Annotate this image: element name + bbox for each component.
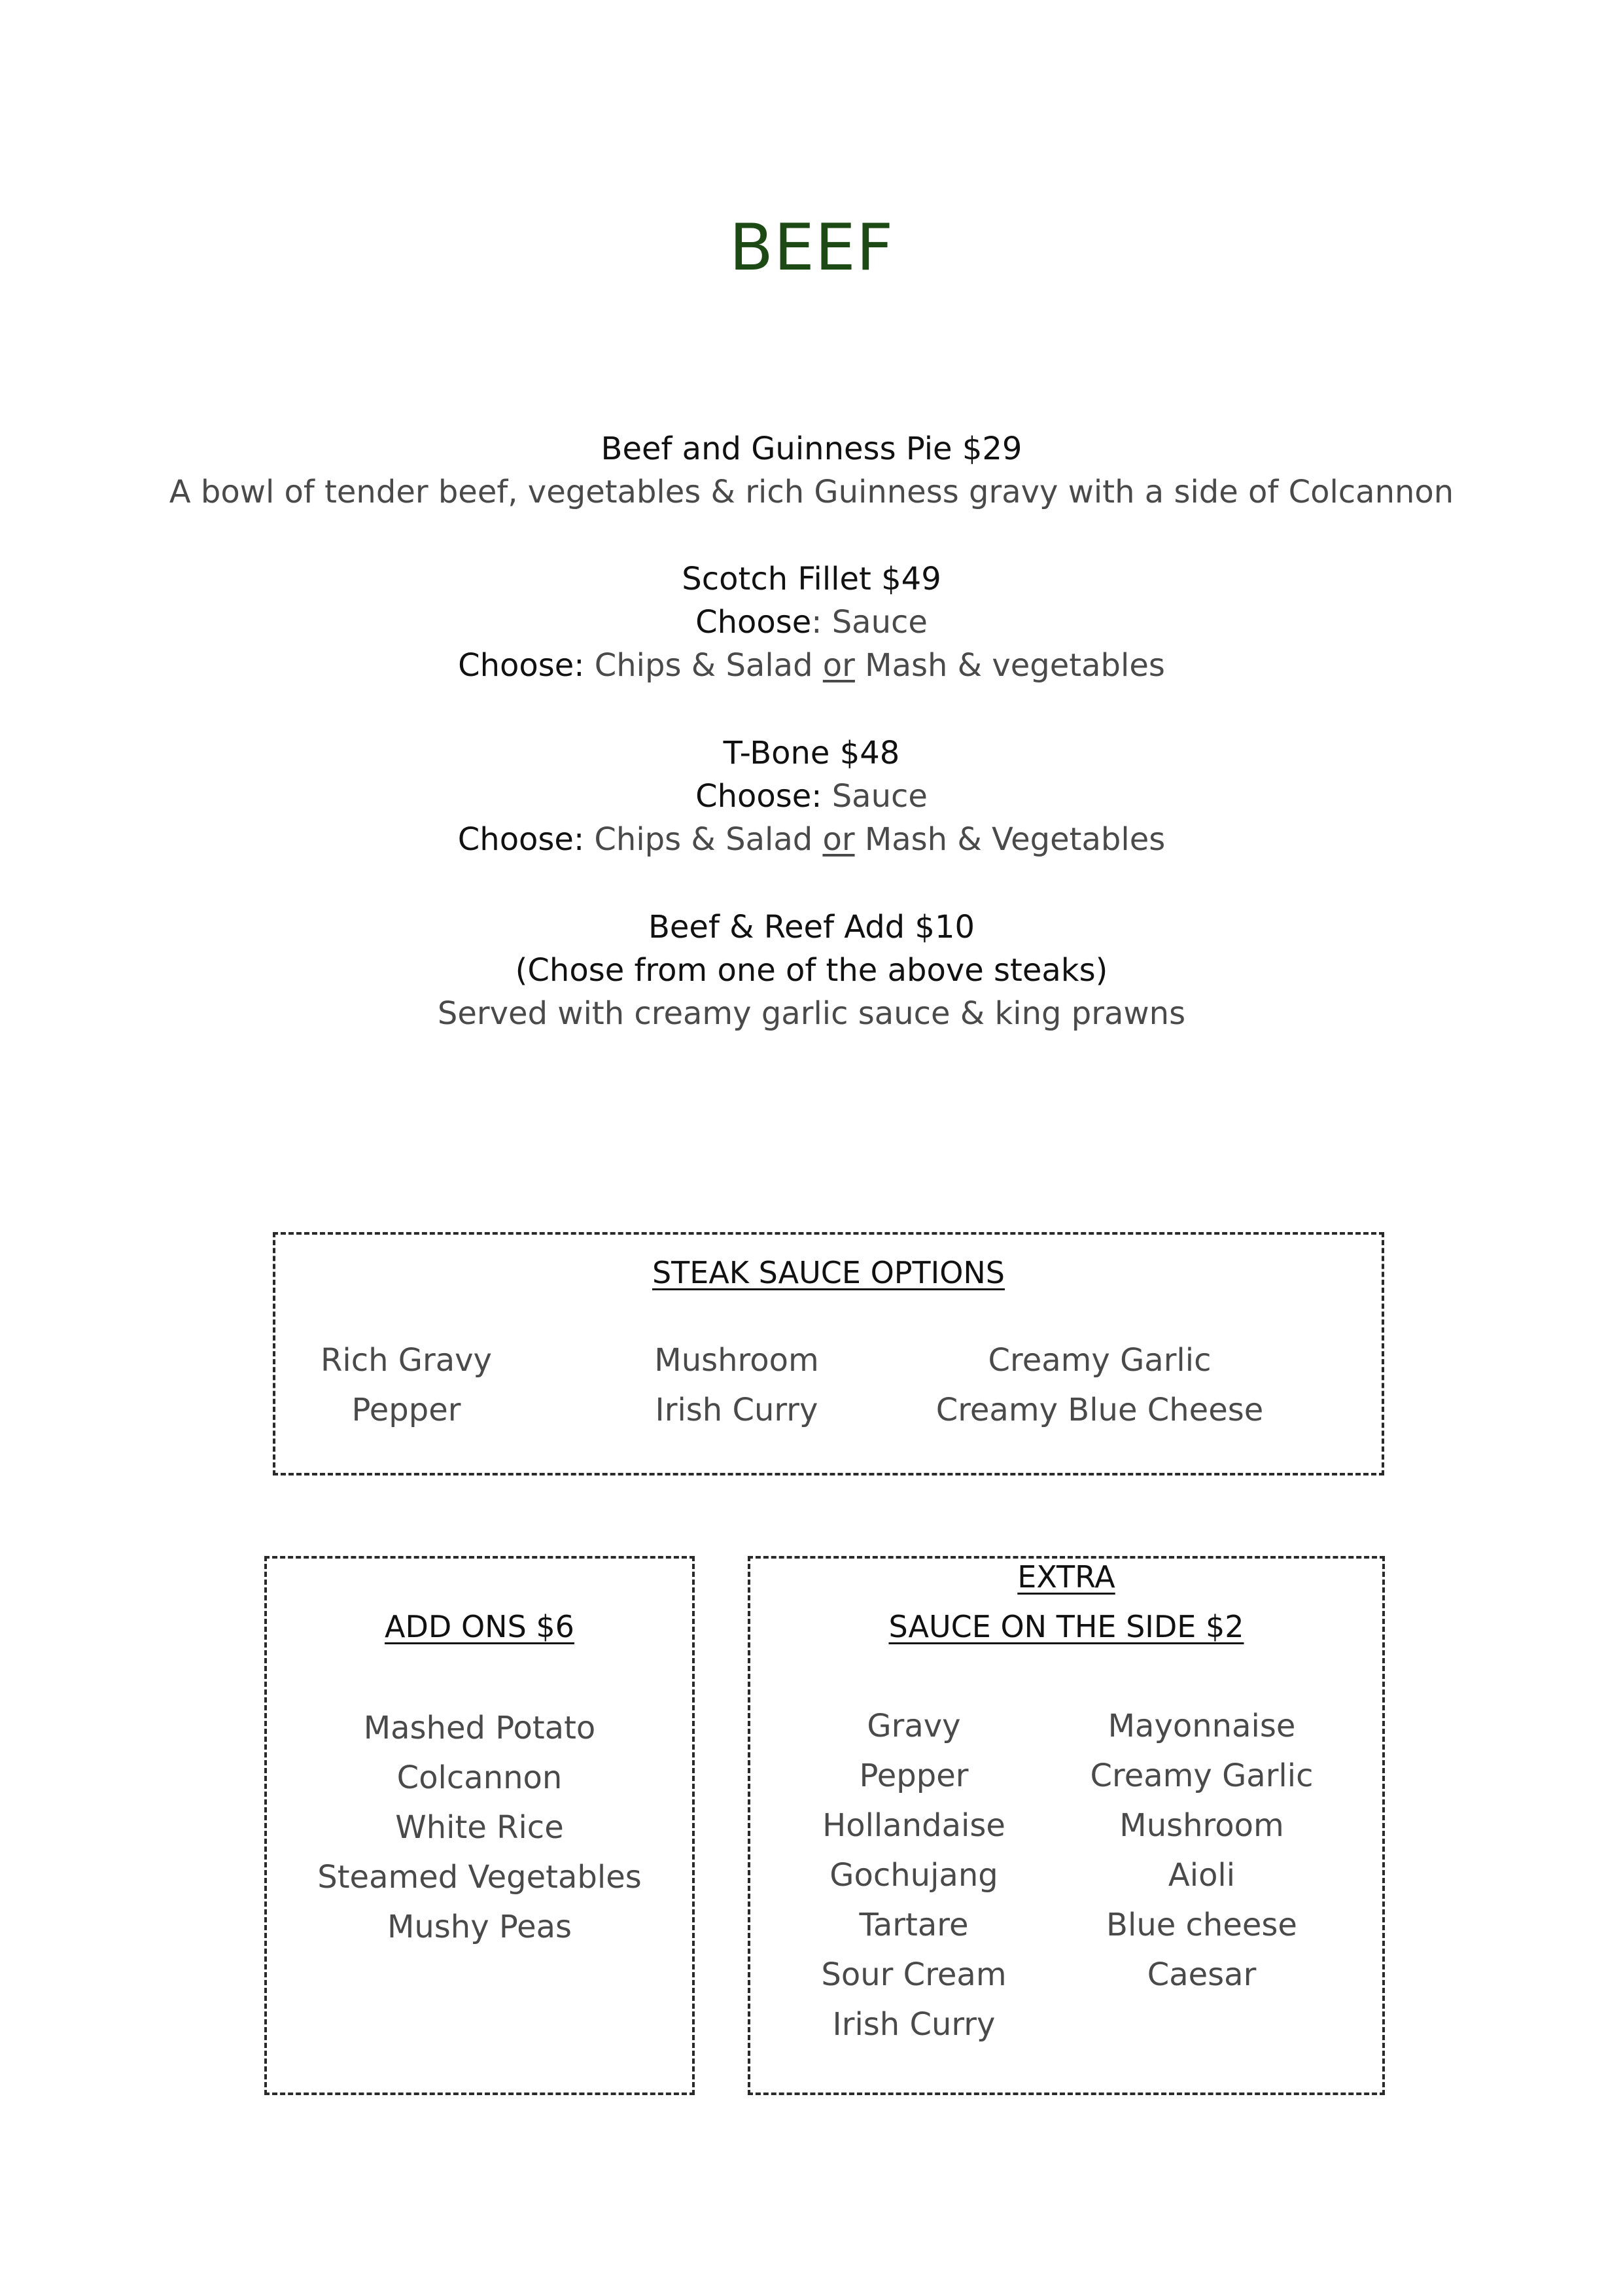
list-item: Sour Cream bbox=[821, 1956, 1007, 1993]
or-text: or bbox=[822, 821, 855, 858]
dish-scotch-fillet bbox=[0, 557, 1623, 687]
dish-name: Beef and Guinness Pie $29 bbox=[601, 431, 1022, 467]
list-item: Irish Curry bbox=[655, 1392, 818, 1428]
dish-choose-side bbox=[0, 644, 1623, 687]
dish-choose-side bbox=[0, 818, 1623, 861]
side-option-b: Mash & Vegetables bbox=[854, 821, 1166, 858]
extra-sauce-title-line1: EXTRA bbox=[1017, 1559, 1115, 1595]
add-ons-title: ADD ONS $6 bbox=[385, 1609, 574, 1644]
dish-choose-sauce bbox=[0, 601, 1623, 644]
list-item: Creamy Blue Cheese bbox=[935, 1392, 1264, 1428]
dish-name: T-Bone $48 bbox=[723, 735, 900, 771]
list-item: Rich Gravy bbox=[321, 1342, 492, 1379]
steak-sauce-column-1 bbox=[308, 1335, 504, 1435]
dish-guinness-pie bbox=[0, 427, 1623, 514]
list-item: Steamed Vegetables bbox=[317, 1859, 642, 1896]
dish-choose-sauce bbox=[0, 775, 1623, 818]
list-item: Mushroom bbox=[1119, 1807, 1284, 1844]
list-item: Mashed Potato bbox=[363, 1710, 596, 1746]
choose-value: Sauce bbox=[822, 778, 928, 815]
list-item: Aioli bbox=[1168, 1857, 1236, 1894]
dish-t-bone bbox=[0, 732, 1623, 861]
list-item: White Rice bbox=[395, 1809, 564, 1846]
list-item: Creamy Garlic bbox=[1090, 1757, 1314, 1794]
list-item: Tartare bbox=[859, 1907, 969, 1943]
list-item: Pepper bbox=[351, 1392, 461, 1428]
dish-beef-reef bbox=[0, 906, 1623, 1035]
dish-description: Served with creamy garlic sauce & king prawns bbox=[437, 995, 1186, 1032]
choose-label: Choose bbox=[695, 604, 812, 641]
steak-sauce-options-box bbox=[273, 1232, 1384, 1475]
steak-sauce-title: STEAK SAUCE OPTIONS bbox=[652, 1255, 1005, 1290]
choose-label: Choose: bbox=[695, 778, 822, 815]
list-item: Mushroom bbox=[654, 1342, 819, 1379]
dish-name: Beef & Reef Add $10 bbox=[648, 909, 975, 945]
side-option-b: Mash & vegetables bbox=[854, 647, 1165, 684]
add-ons-list bbox=[267, 1703, 692, 1952]
extra-sauce-column-2 bbox=[1077, 1701, 1326, 2000]
steak-sauce-column-2 bbox=[622, 1335, 851, 1435]
side-option-a: Chips & Salad bbox=[584, 647, 823, 684]
extra-sauce-box bbox=[748, 1556, 1385, 2095]
or-text: or bbox=[822, 647, 855, 684]
extra-sauce-column-1 bbox=[816, 1701, 1012, 2049]
list-item: Irish Curry bbox=[832, 2006, 996, 2043]
list-item: Caesar bbox=[1147, 1956, 1257, 1993]
side-option-a: Chips & Salad bbox=[584, 821, 823, 858]
list-item: Gochujang bbox=[829, 1857, 998, 1894]
list-item: Creamy Garlic bbox=[988, 1342, 1212, 1379]
choose-value: : Sauce bbox=[811, 604, 928, 641]
dish-description: A bowl of tender beef, vegetables & rich Guinness gravy with a side of Colcannon bbox=[169, 474, 1454, 510]
choose-label: Choose: bbox=[458, 647, 585, 684]
extra-sauce-title-line2: SAUCE ON THE SIDE $2 bbox=[888, 1609, 1244, 1644]
dish-note: (Chose from one of the above steaks) bbox=[515, 952, 1108, 989]
steak-sauce-column-3 bbox=[930, 1335, 1270, 1435]
list-item: Pepper bbox=[859, 1757, 969, 1794]
list-item: Hollandaise bbox=[822, 1807, 1005, 1844]
list-item: Gravy bbox=[867, 1708, 961, 1744]
choose-label: Choose: bbox=[457, 821, 585, 858]
page-title: BEEF bbox=[729, 211, 894, 285]
list-item: Blue cheese bbox=[1106, 1907, 1297, 1943]
list-item: Colcannon bbox=[396, 1759, 563, 1796]
list-item: Mushy Peas bbox=[387, 1909, 572, 1945]
add-ons-box bbox=[264, 1556, 695, 2095]
dish-name: Scotch Fillet $49 bbox=[682, 561, 941, 597]
list-item: Mayonnaise bbox=[1108, 1708, 1296, 1744]
